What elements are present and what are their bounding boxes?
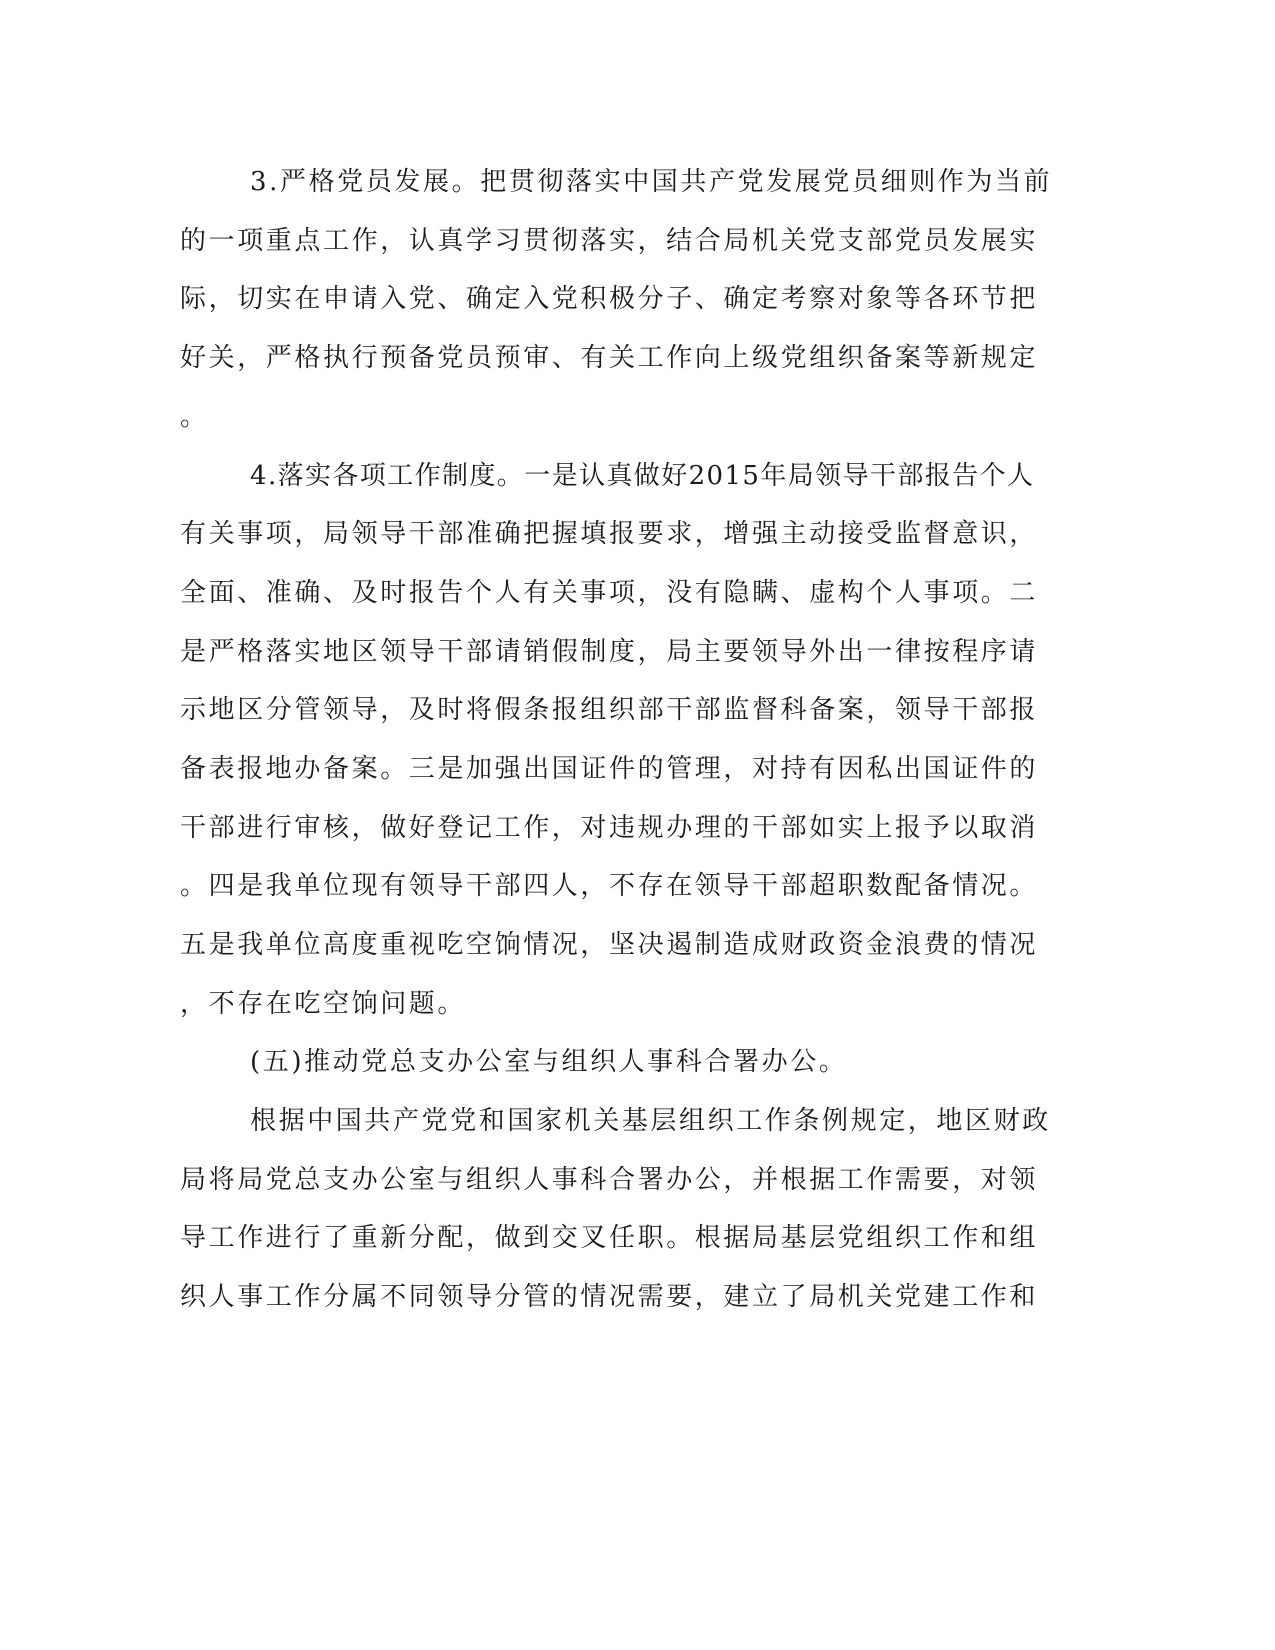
paragraph-4-line: 有关事项，局领导干部准确把握填报要求，增强主动接受监督意识， xyxy=(180,519,1039,549)
paragraph-4-line: 备表报地办备案。三是加强出国证件的管理，对持有因私出国证件的 xyxy=(180,754,1039,784)
paragraph-5-line: 导工作进行了重新分配，做到交叉任职。根据局基层党组织工作和组 xyxy=(180,1223,1039,1253)
paragraph-3-line: 的一项重点工作，认真学习贯彻落实，结合局机关党支部党员发展实 xyxy=(180,226,1039,256)
paragraph-5-line: 根据中国共产党党和国家机关基层组织工作条例规定，地区财政 xyxy=(250,1106,1051,1136)
paragraph-5-line: 局将局党总支办公室与组织人事科合署办公，并根据工作需要，对领 xyxy=(180,1165,1039,1195)
paragraph-3-line: 好关，严格执行预备党员预审、有关工作向上级党组织备案等新规定 xyxy=(180,343,1039,373)
section-five-heading: (五)推动党总支办公室与组织人事科合署办公。 xyxy=(250,1047,848,1077)
paragraph-3-line: 。 xyxy=(180,402,209,432)
paragraph-4-line: ，不存在吃空饷问题。 xyxy=(180,989,467,1019)
paragraph-4-line: 干部进行审核，做好登记工作，对违规办理的干部如实上报予以取消 xyxy=(180,813,1039,843)
paragraph-4-heading-line: 4.落实各项工作制度。一是认真做好2015年局领导干部报告个人 xyxy=(250,461,1035,491)
paragraph-4-line: 全面、准确、及时报告个人有关事项，没有隐瞒、虚构个人事项。二 xyxy=(180,578,1039,608)
paragraph-4-line: 是严格落实地区领导干部请销假制度，局主要领导外出一律按程序请 xyxy=(180,637,1039,667)
paragraph-4-line: 示地区分管领导，及时将假条报组织部干部监督科备案，领导干部报 xyxy=(180,695,1039,725)
paragraph-5-line: 织人事工作分属不同领导分管的情况需要，建立了局机关党建工作和 xyxy=(180,1282,1039,1312)
paragraph-4-line: 。四是我单位现有领导干部四人，不存在领导干部超职数配备情况。 xyxy=(180,871,1039,901)
paragraph-4-line: 五是我单位高度重视吃空饷情况，坚决遏制造成财政资金浪费的情况 xyxy=(180,930,1039,960)
paragraph-3-heading-line: 3.严格党员发展。把贯彻落实中国共产党发展党员细则作为当前 xyxy=(250,167,1053,197)
paragraph-3-line: 际，切实在申请入党、确定入党积极分子、确定考察对象等各环节把 xyxy=(180,284,1039,314)
